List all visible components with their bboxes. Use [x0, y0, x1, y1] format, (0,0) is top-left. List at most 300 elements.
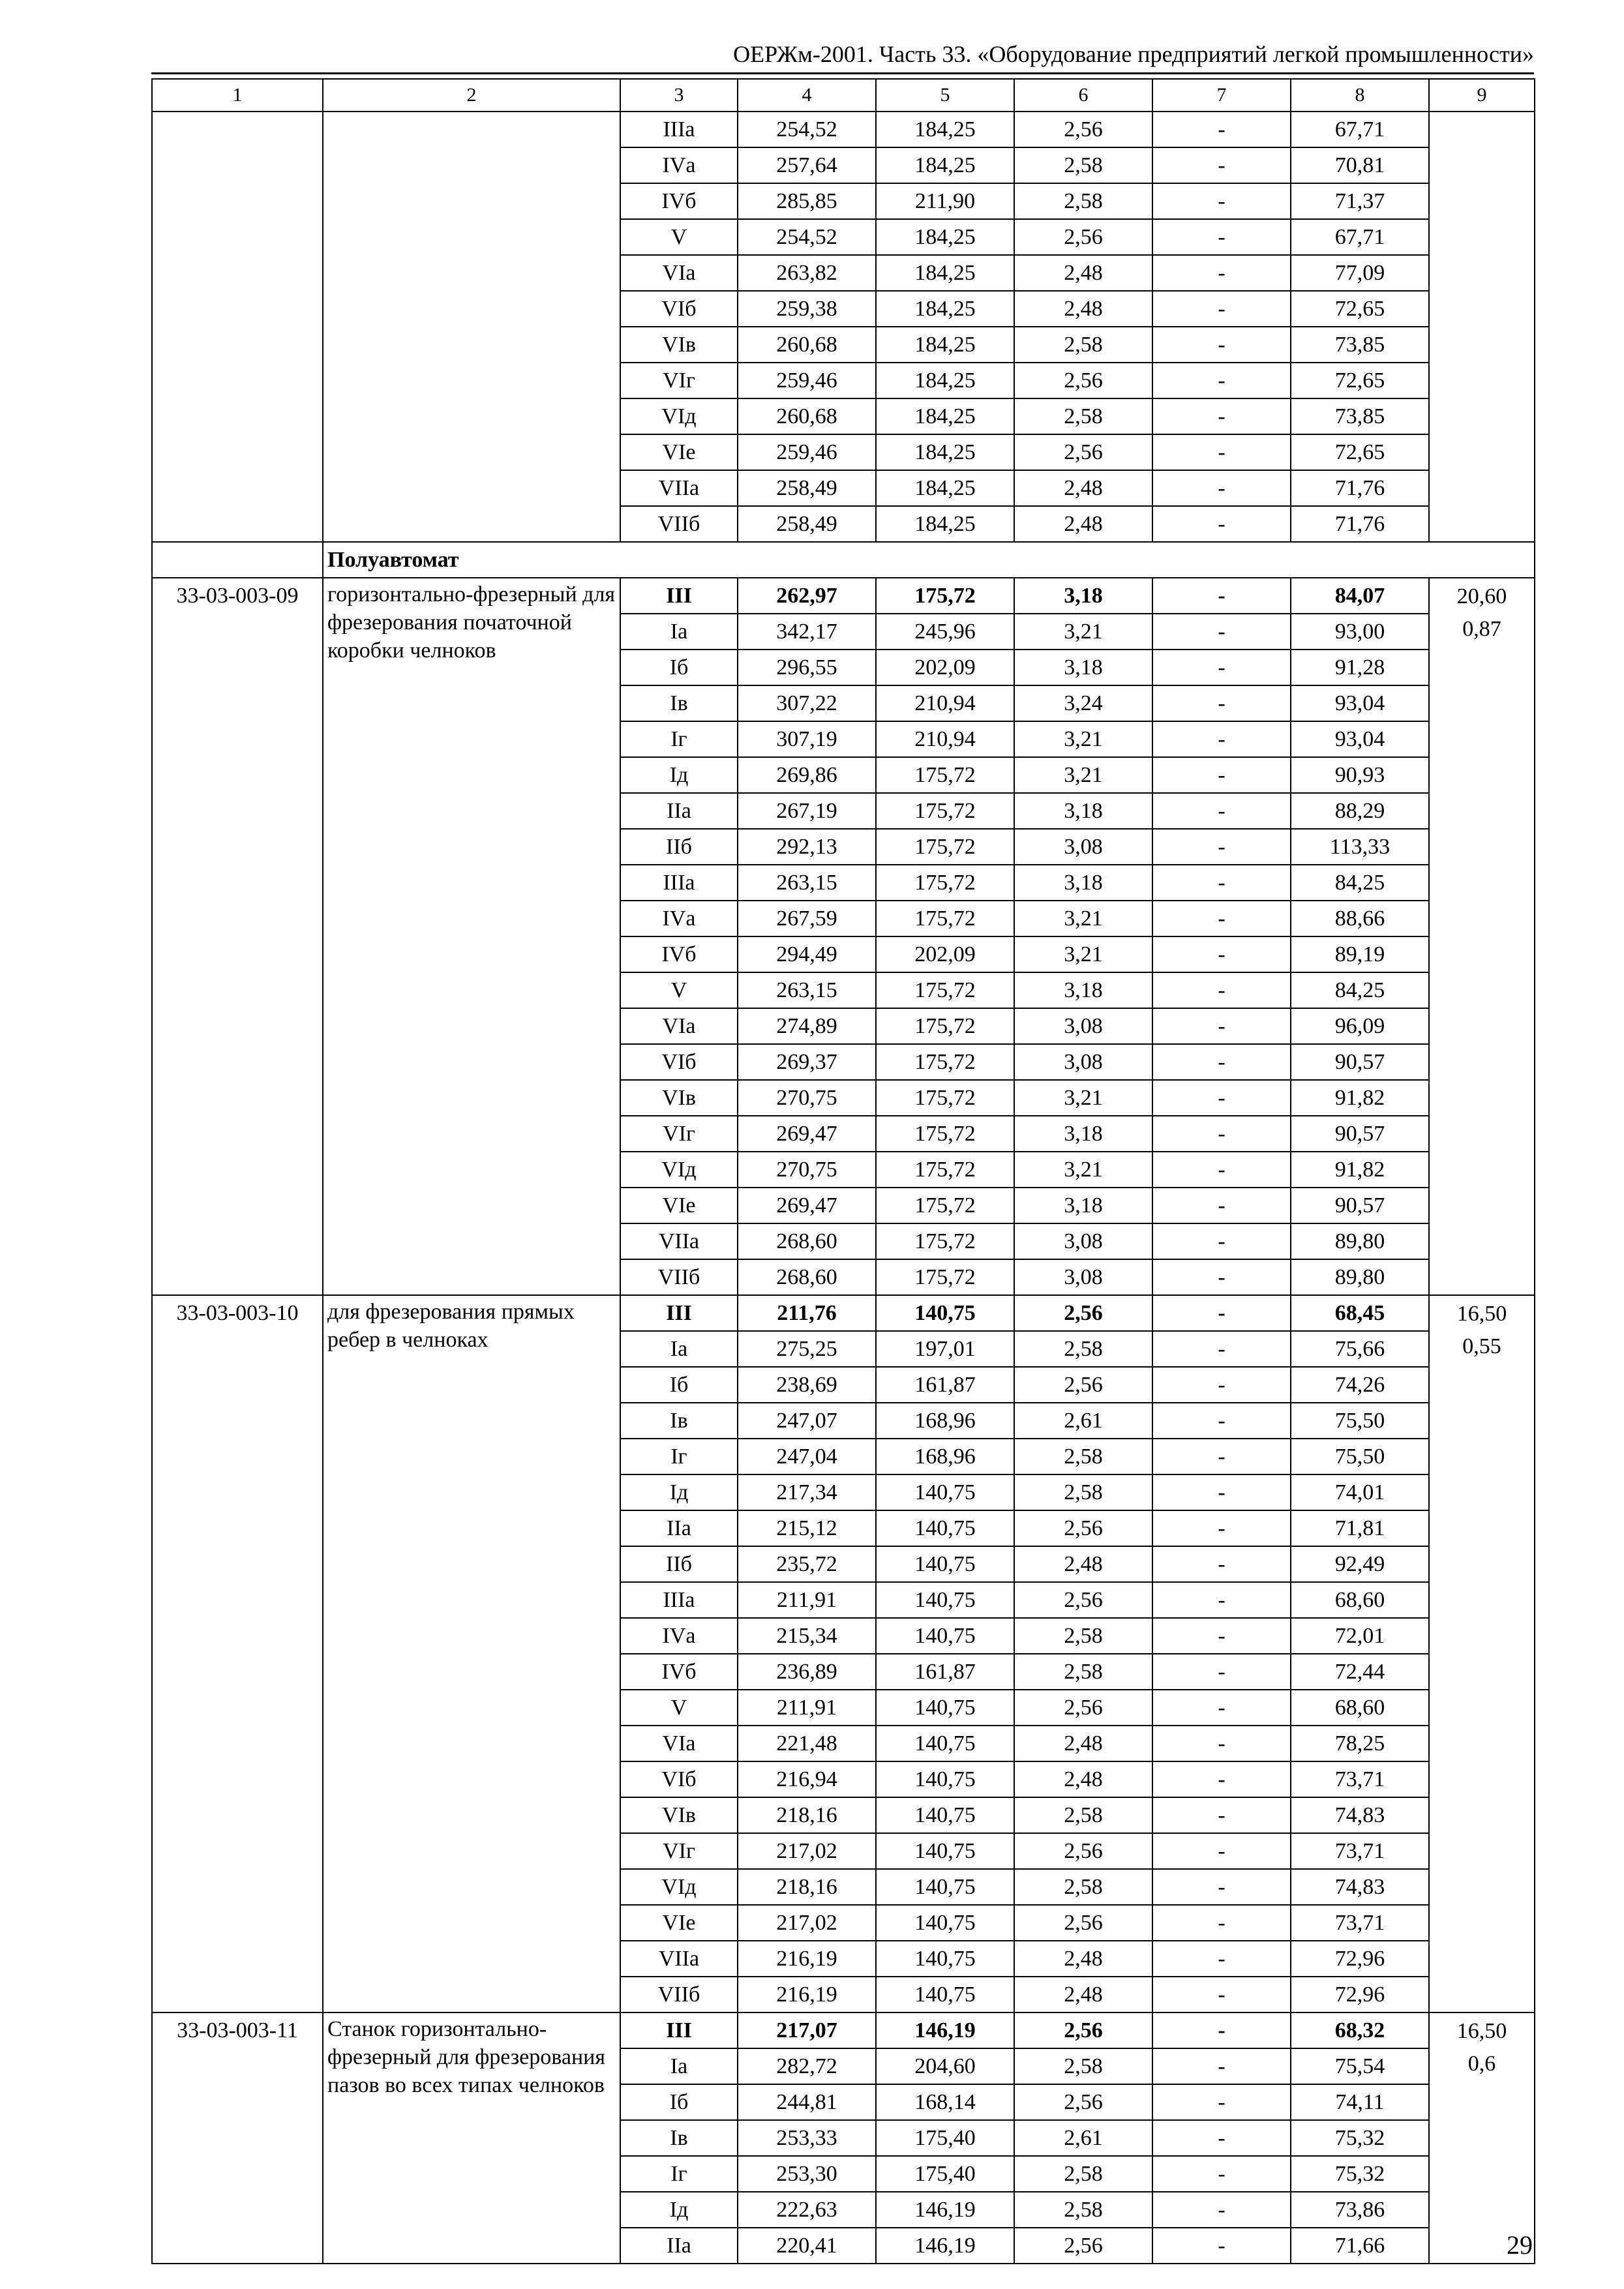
table-cell-col8: 71,76	[1291, 506, 1429, 542]
table-cell-col6: 2,56	[1014, 434, 1152, 470]
table-cell-col7: -	[1152, 1008, 1291, 1044]
table-cell-col7: -	[1152, 291, 1291, 327]
table-cell-col3: Iа	[620, 614, 738, 650]
table-cell-col7: -	[1152, 2084, 1291, 2120]
table-row	[152, 2012, 1535, 2048]
table-cell-col4: 216,19	[738, 1977, 876, 2012]
table-cell-col5: 146,19	[876, 2012, 1014, 2048]
table-cell-col7: -	[1152, 1618, 1291, 1654]
col9-value: 16,50	[1456, 2019, 1507, 2043]
col9-value: 0,87	[1462, 617, 1501, 641]
table-cell-col4: 211,91	[738, 1690, 876, 1726]
table-cell-col3: IVб	[620, 1654, 738, 1690]
table-cell-col6: 2,56	[1014, 2228, 1152, 2264]
table-cell-col5: 184,25	[876, 112, 1014, 147]
table-cell-col7: -	[1152, 2120, 1291, 2156]
table-cell-col3: VIIб	[620, 506, 738, 542]
table-cell-col7: -	[1152, 865, 1291, 901]
table-cell-col8: 75,50	[1291, 1439, 1429, 1474]
table-cell-col6: 2,56	[1014, 2084, 1152, 2120]
table-cell-col8: 88,29	[1291, 793, 1429, 829]
table-cell-col8: 67,71	[1291, 112, 1429, 147]
table-cell-col4: 215,34	[738, 1618, 876, 1654]
table-cell-col7: -	[1152, 1331, 1291, 1367]
table-cell-col3: VIа	[620, 1008, 738, 1044]
col-number-5: 5	[876, 79, 1014, 112]
table-cell-col5: 140,75	[876, 1618, 1014, 1654]
table-cell-col5: 140,75	[876, 1905, 1014, 1941]
table-cell-col5: 175,72	[876, 1223, 1014, 1259]
table-cell-col4: 282,72	[738, 2048, 876, 2084]
table-cell-col3: Iд	[620, 2192, 738, 2228]
table-cell-col5: 146,19	[876, 2192, 1014, 2228]
col-number-7: 7	[1152, 79, 1291, 112]
table-cell-col8: 71,76	[1291, 470, 1429, 506]
table-cell-col5: 140,75	[876, 1582, 1014, 1618]
table-cell-col8: 84,25	[1291, 972, 1429, 1008]
table-cell-col6: 2,58	[1014, 2156, 1152, 2192]
table-cell-col6: 3,18	[1014, 972, 1152, 1008]
table-cell-col8: 84,07	[1291, 578, 1429, 614]
table-row	[152, 112, 1535, 147]
table-cell-col3: VIб	[620, 1761, 738, 1797]
col9-cell	[1429, 578, 1535, 1295]
table-cell-col8: 84,25	[1291, 865, 1429, 901]
resource-name: горизонтально-фрезерный для фрезерования початочной коробки челноков	[323, 578, 620, 1295]
table-cell-col6: 3,08	[1014, 1259, 1152, 1295]
table-cell-col3: VIв	[620, 1797, 738, 1833]
table-cell-col5: 184,25	[876, 147, 1014, 183]
table-cell-col7: -	[1152, 1690, 1291, 1726]
table-cell-col5: 161,87	[876, 1367, 1014, 1403]
table-cell-col6: 2,58	[1014, 327, 1152, 363]
table-cell-col6: 2,48	[1014, 506, 1152, 542]
table-cell-col3: V	[620, 1690, 738, 1726]
table-cell-col4: 296,55	[738, 650, 876, 685]
table-cell-col8: 74,01	[1291, 1474, 1429, 1510]
table-cell-col7: -	[1152, 363, 1291, 398]
table-cell-col7: -	[1152, 1869, 1291, 1905]
table-cell-col7: -	[1152, 1259, 1291, 1295]
table-cell-col5: 175,72	[876, 972, 1014, 1008]
col9-value: 0,55	[1462, 1334, 1501, 1358]
table-cell-col4: 259,38	[738, 291, 876, 327]
table-cell-col3: VIIб	[620, 1259, 738, 1295]
table-cell-col3: VIб	[620, 291, 738, 327]
table-cell-col6: 2,48	[1014, 470, 1152, 506]
table-cell-col7: -	[1152, 1403, 1291, 1439]
page-number: 29	[1507, 2230, 1533, 2260]
table-cell-col5: 184,25	[876, 398, 1014, 434]
table-cell-col5: 146,19	[876, 2228, 1014, 2264]
table-cell-col5: 140,75	[876, 1510, 1014, 1546]
table-cell-col4: 216,19	[738, 1941, 876, 1977]
table-cell-col6: 3,18	[1014, 650, 1152, 685]
section-heading-spacer	[152, 542, 323, 578]
table-cell-col6: 2,58	[1014, 183, 1152, 219]
table-cell-col7: -	[1152, 1546, 1291, 1582]
table-cell-col5: 140,75	[876, 1941, 1014, 1977]
table-cell-col6: 3,24	[1014, 685, 1152, 721]
table-cell-col6: 2,58	[1014, 1797, 1152, 1833]
table-cell-col4: 238,69	[738, 1367, 876, 1403]
table-cell-col4: 259,46	[738, 363, 876, 398]
table-cell-col6: 2,56	[1014, 219, 1152, 255]
table-cell-col3: Iд	[620, 757, 738, 793]
table-cell-col7: -	[1152, 2048, 1291, 2084]
header-rule	[151, 72, 1534, 74]
table-cell-col5: 175,72	[876, 1116, 1014, 1152]
table-cell-col7: -	[1152, 255, 1291, 291]
code-cell	[152, 112, 323, 542]
table-cell-col8: 72,65	[1291, 434, 1429, 470]
table-cell-col6: 2,58	[1014, 2048, 1152, 2084]
table-cell-col7: -	[1152, 1223, 1291, 1259]
table-cell-col4: 269,47	[738, 1188, 876, 1223]
table-cell-col8: 67,71	[1291, 219, 1429, 255]
table-cell-col4: 259,46	[738, 434, 876, 470]
table-cell-col7: -	[1152, 1080, 1291, 1116]
table-cell-col5: 168,96	[876, 1439, 1014, 1474]
table-cell-col3: Iд	[620, 1474, 738, 1510]
table-cell-col6: 2,56	[1014, 1833, 1152, 1869]
table-cell-col8: 89,80	[1291, 1259, 1429, 1295]
table-row	[152, 578, 1535, 614]
table-cell-col5: 175,72	[876, 1044, 1014, 1080]
table-cell-col6: 2,58	[1014, 398, 1152, 434]
table-cell-col3: IIIа	[620, 1582, 738, 1618]
table-cell-col7: -	[1152, 1295, 1291, 1331]
table-cell-col8: 96,09	[1291, 1008, 1429, 1044]
table-cell-col6: 2,48	[1014, 255, 1152, 291]
table-cell-col4: 267,59	[738, 901, 876, 936]
table-cell-col3: IVа	[620, 147, 738, 183]
table-cell-col7: -	[1152, 936, 1291, 972]
table-cell-col4: 236,89	[738, 1654, 876, 1690]
table-cell-col7: -	[1152, 1439, 1291, 1474]
table-cell-col4: 268,60	[738, 1259, 876, 1295]
table-cell-col8: 89,80	[1291, 1223, 1429, 1259]
table-cell-col4: 254,52	[738, 219, 876, 255]
table-cell-col8: 93,04	[1291, 721, 1429, 757]
table-cell-col7: -	[1152, 1977, 1291, 2012]
table-cell-col4: 270,75	[738, 1152, 876, 1188]
table-cell-col6: 2,48	[1014, 1941, 1152, 1977]
table-cell-col7: -	[1152, 2192, 1291, 2228]
table-cell-col7: -	[1152, 578, 1291, 614]
table-cell-col5: 184,25	[876, 327, 1014, 363]
col9-cell	[1429, 1295, 1535, 2012]
table-cell-col5: 140,75	[876, 1726, 1014, 1761]
table-cell-col7: -	[1152, 219, 1291, 255]
table-cell-col8: 71,66	[1291, 2228, 1429, 2264]
table-cell-col5: 175,72	[876, 578, 1014, 614]
table-cell-col3: V	[620, 219, 738, 255]
table-cell-col4: 274,89	[738, 1008, 876, 1044]
resource-code: 33-03-003-11	[152, 2012, 323, 2264]
table-cell-col4: 267,19	[738, 793, 876, 829]
table-cell-col3: VIе	[620, 1188, 738, 1223]
table-cell-col3: VIд	[620, 1869, 738, 1905]
table-cell-col4: 258,49	[738, 506, 876, 542]
table-cell-col5: 140,75	[876, 1761, 1014, 1797]
table-cell-col3: VIд	[620, 398, 738, 434]
table-cell-col6: 3,08	[1014, 1044, 1152, 1080]
table-cell-col8: 91,28	[1291, 650, 1429, 685]
table-cell-col8: 72,96	[1291, 1977, 1429, 2012]
table-cell-col3: Iб	[620, 1367, 738, 1403]
table-cell-col7: -	[1152, 1116, 1291, 1152]
table-cell-col4: 247,07	[738, 1403, 876, 1439]
table-cell-col4: 260,68	[738, 327, 876, 363]
table-cell-col3: IIIа	[620, 112, 738, 147]
table-cell-col3: VIг	[620, 1833, 738, 1869]
table-cell-col8: 91,82	[1291, 1152, 1429, 1188]
table-cell-col8: 72,44	[1291, 1654, 1429, 1690]
table-cell-col3: III	[620, 578, 738, 614]
table-cell-col6: 2,58	[1014, 147, 1152, 183]
table-cell-col7: -	[1152, 2156, 1291, 2192]
col-number-9: 9	[1429, 79, 1535, 112]
table-cell-col5: 175,72	[876, 829, 1014, 865]
table-cell-col5: 184,25	[876, 470, 1014, 506]
table-cell-col3: III	[620, 1295, 738, 1331]
table-cell-col8: 113,33	[1291, 829, 1429, 865]
table-cell-col5: 175,40	[876, 2120, 1014, 2156]
table-cell-col8: 74,83	[1291, 1869, 1429, 1905]
table-cell-col7: -	[1152, 398, 1291, 434]
table-cell-col6: 2,56	[1014, 2012, 1152, 2048]
table-cell-col6: 2,58	[1014, 1869, 1152, 1905]
table-cell-col8: 71,37	[1291, 183, 1429, 219]
resource-name: для фрезерования прямых ребер в челноках	[323, 1295, 620, 2012]
table-cell-col6: 3,18	[1014, 793, 1152, 829]
table-cell-col3: VIб	[620, 1044, 738, 1080]
table-cell-col8: 74,11	[1291, 2084, 1429, 2120]
table-cell-col3: Iб	[620, 2084, 738, 2120]
col9-value: 16,50	[1456, 1302, 1507, 1326]
table-cell-col5: 184,25	[876, 255, 1014, 291]
table-cell-col6: 3,18	[1014, 1116, 1152, 1152]
rates-table	[151, 78, 1535, 2264]
table-cell-col5: 202,09	[876, 650, 1014, 685]
table-cell-col3: VIIа	[620, 1941, 738, 1977]
table-cell-col5: 140,75	[876, 1869, 1014, 1905]
table-cell-col3: VIг	[620, 363, 738, 398]
table-cell-col3: IVа	[620, 901, 738, 936]
table-cell-col7: -	[1152, 1044, 1291, 1080]
table-cell-col7: -	[1152, 1510, 1291, 1546]
table-cell-col3: Iв	[620, 685, 738, 721]
table-cell-col7: -	[1152, 1797, 1291, 1833]
col-number-3: 3	[620, 79, 738, 112]
table-cell-col3: Iв	[620, 1403, 738, 1439]
table-cell-col3: Iа	[620, 2048, 738, 2084]
table-cell-col3: IIа	[620, 2228, 738, 2264]
col-number-8: 8	[1291, 79, 1429, 112]
table-cell-col5: 184,25	[876, 363, 1014, 398]
table-cell-col4: 270,75	[738, 1080, 876, 1116]
table-cell-col8: 68,60	[1291, 1690, 1429, 1726]
table-cell-col8: 75,32	[1291, 2120, 1429, 2156]
table-cell-col5: 140,75	[876, 1474, 1014, 1510]
table-cell-col7: -	[1152, 1367, 1291, 1403]
table-cell-col8: 73,71	[1291, 1833, 1429, 1869]
table-cell-col6: 2,48	[1014, 1977, 1152, 2012]
table-cell-col5: 168,14	[876, 2084, 1014, 2120]
resource-code: 33-03-003-09	[152, 578, 323, 1295]
col9-value: 0,6	[1467, 2052, 1496, 2076]
table-cell-col4: 254,52	[738, 112, 876, 147]
table-cell-col5: 184,25	[876, 506, 1014, 542]
table-cell-col5: 140,75	[876, 1546, 1014, 1582]
table-cell-col8: 68,45	[1291, 1295, 1429, 1331]
table-cell-col7: -	[1152, 1152, 1291, 1188]
table-cell-col5: 210,94	[876, 685, 1014, 721]
table-cell-col3: IVа	[620, 1618, 738, 1654]
table-cell-col4: 217,02	[738, 1833, 876, 1869]
table-cell-col5: 210,94	[876, 721, 1014, 757]
table-cell-col3: VIв	[620, 1080, 738, 1116]
table-cell-col3: IVб	[620, 183, 738, 219]
table-cell-col7: -	[1152, 112, 1291, 147]
table-cell-col4: 211,76	[738, 1295, 876, 1331]
table-cell-col3: V	[620, 972, 738, 1008]
table-cell-col4: 247,04	[738, 1439, 876, 1474]
table-cell-col4: 307,19	[738, 721, 876, 757]
table-cell-col6: 2,56	[1014, 1582, 1152, 1618]
table-cell-col5: 175,72	[876, 901, 1014, 936]
table-cell-col8: 72,65	[1291, 291, 1429, 327]
table-cell-col4: 258,49	[738, 470, 876, 506]
table-cell-col7: -	[1152, 1905, 1291, 1941]
table-cell-col6: 2,61	[1014, 1403, 1152, 1439]
table-cell-col5: 175,72	[876, 793, 1014, 829]
table-cell-col6: 2,58	[1014, 1439, 1152, 1474]
table-cell-col4: 269,37	[738, 1044, 876, 1080]
table-cell-col8: 93,00	[1291, 614, 1429, 650]
table-cell-col6: 3,21	[1014, 901, 1152, 936]
table-cell-col5: 197,01	[876, 1331, 1014, 1367]
table-cell-col3: Iг	[620, 2156, 738, 2192]
table-cell-col4: 275,25	[738, 1331, 876, 1367]
table-cell-col7: -	[1152, 183, 1291, 219]
table-cell-col8: 75,66	[1291, 1331, 1429, 1367]
table-cell-col8: 90,57	[1291, 1188, 1429, 1223]
table-cell-col4: 307,22	[738, 685, 876, 721]
table-cell-col4: 269,47	[738, 1116, 876, 1152]
table-cell-col3: IIIа	[620, 865, 738, 901]
table-cell-col8: 77,09	[1291, 255, 1429, 291]
table-cell-col7: -	[1152, 147, 1291, 183]
table-cell-col6: 2,61	[1014, 2120, 1152, 2156]
table-cell-col7: -	[1152, 1833, 1291, 1869]
table-cell-col3: VIд	[620, 1152, 738, 1188]
name-cell	[323, 112, 620, 542]
table-cell-col6: 3,18	[1014, 1188, 1152, 1223]
table-cell-col4: 218,16	[738, 1797, 876, 1833]
table-cell-col8: 68,32	[1291, 2012, 1429, 2048]
table-cell-col7: -	[1152, 1582, 1291, 1618]
table-cell-col8: 73,85	[1291, 327, 1429, 363]
table-cell-col8: 70,81	[1291, 147, 1429, 183]
column-number-row	[152, 79, 1535, 112]
table-cell-col5: 202,09	[876, 936, 1014, 972]
table-cell-col8: 91,82	[1291, 1080, 1429, 1116]
table-cell-col3: Iг	[620, 1439, 738, 1474]
table-cell-col6: 2,56	[1014, 112, 1152, 147]
table-cell-col7: -	[1152, 829, 1291, 865]
table-cell-col7: -	[1152, 650, 1291, 685]
table-cell-col4: 217,34	[738, 1474, 876, 1510]
table-cell-col8: 74,26	[1291, 1367, 1429, 1403]
table-cell-col7: -	[1152, 1761, 1291, 1797]
table-cell-col4: 235,72	[738, 1546, 876, 1582]
table-cell-col4: 263,15	[738, 972, 876, 1008]
table-cell-col6: 2,48	[1014, 1726, 1152, 1761]
table-cell-col8: 90,57	[1291, 1044, 1429, 1080]
table-cell-col8: 90,57	[1291, 1116, 1429, 1152]
table-cell-col7: -	[1152, 757, 1291, 793]
table-cell-col4: 253,30	[738, 2156, 876, 2192]
table-cell-col3: VIв	[620, 327, 738, 363]
table-cell-col4: 294,49	[738, 936, 876, 972]
table-cell-col4: 216,94	[738, 1761, 876, 1797]
table-cell-col3: Iг	[620, 721, 738, 757]
table-cell-col7: -	[1152, 721, 1291, 757]
table-cell-col4: 268,60	[738, 1223, 876, 1259]
table-cell-col6: 2,58	[1014, 1474, 1152, 1510]
table-cell-col4: 263,15	[738, 865, 876, 901]
table-cell-col3: Iа	[620, 1331, 738, 1367]
table-cell-col7: -	[1152, 2228, 1291, 2264]
table-cell-col7: -	[1152, 793, 1291, 829]
table-cell-col5: 161,87	[876, 1654, 1014, 1690]
table-cell-col6: 2,48	[1014, 1546, 1152, 1582]
col9-value: 20,60	[1456, 584, 1507, 608]
table-cell-col6: 2,58	[1014, 1618, 1152, 1654]
table-cell-col8: 73,86	[1291, 2192, 1429, 2228]
col-number-6: 6	[1014, 79, 1152, 112]
table-cell-col6: 3,21	[1014, 614, 1152, 650]
table-cell-col7: -	[1152, 1188, 1291, 1223]
table-cell-col6: 2,56	[1014, 363, 1152, 398]
table-cell-col8: 75,50	[1291, 1403, 1429, 1439]
table-cell-col8: 78,25	[1291, 1726, 1429, 1761]
table-cell-col8: 71,81	[1291, 1510, 1429, 1546]
table-cell-col7: -	[1152, 434, 1291, 470]
table-cell-col6: 3,08	[1014, 1223, 1152, 1259]
table-cell-col8: 88,66	[1291, 901, 1429, 936]
table-cell-col5: 175,72	[876, 1152, 1014, 1188]
table-cell-col7: -	[1152, 1726, 1291, 1761]
table-cell-col8: 93,04	[1291, 685, 1429, 721]
table-cell-col3: IIб	[620, 829, 738, 865]
table-cell-col4: 285,85	[738, 183, 876, 219]
table-cell-col4: 260,68	[738, 398, 876, 434]
table-cell-col7: -	[1152, 685, 1291, 721]
table-cell-col3: IVб	[620, 936, 738, 972]
col-number-1: 1	[152, 79, 323, 112]
table-cell-col3: VIIа	[620, 470, 738, 506]
table-cell-col3: VIг	[620, 1116, 738, 1152]
table-cell-col5: 140,75	[876, 1977, 1014, 2012]
table-cell-col7: -	[1152, 2012, 1291, 2048]
table-cell-col6: 3,08	[1014, 829, 1152, 865]
table-cell-col4: 292,13	[738, 829, 876, 865]
document-header: ОЕРЖм-2001. Часть 33. «Оборудование предприятий легкой промышленности»	[733, 41, 1534, 67]
table-cell-col6: 3,21	[1014, 721, 1152, 757]
